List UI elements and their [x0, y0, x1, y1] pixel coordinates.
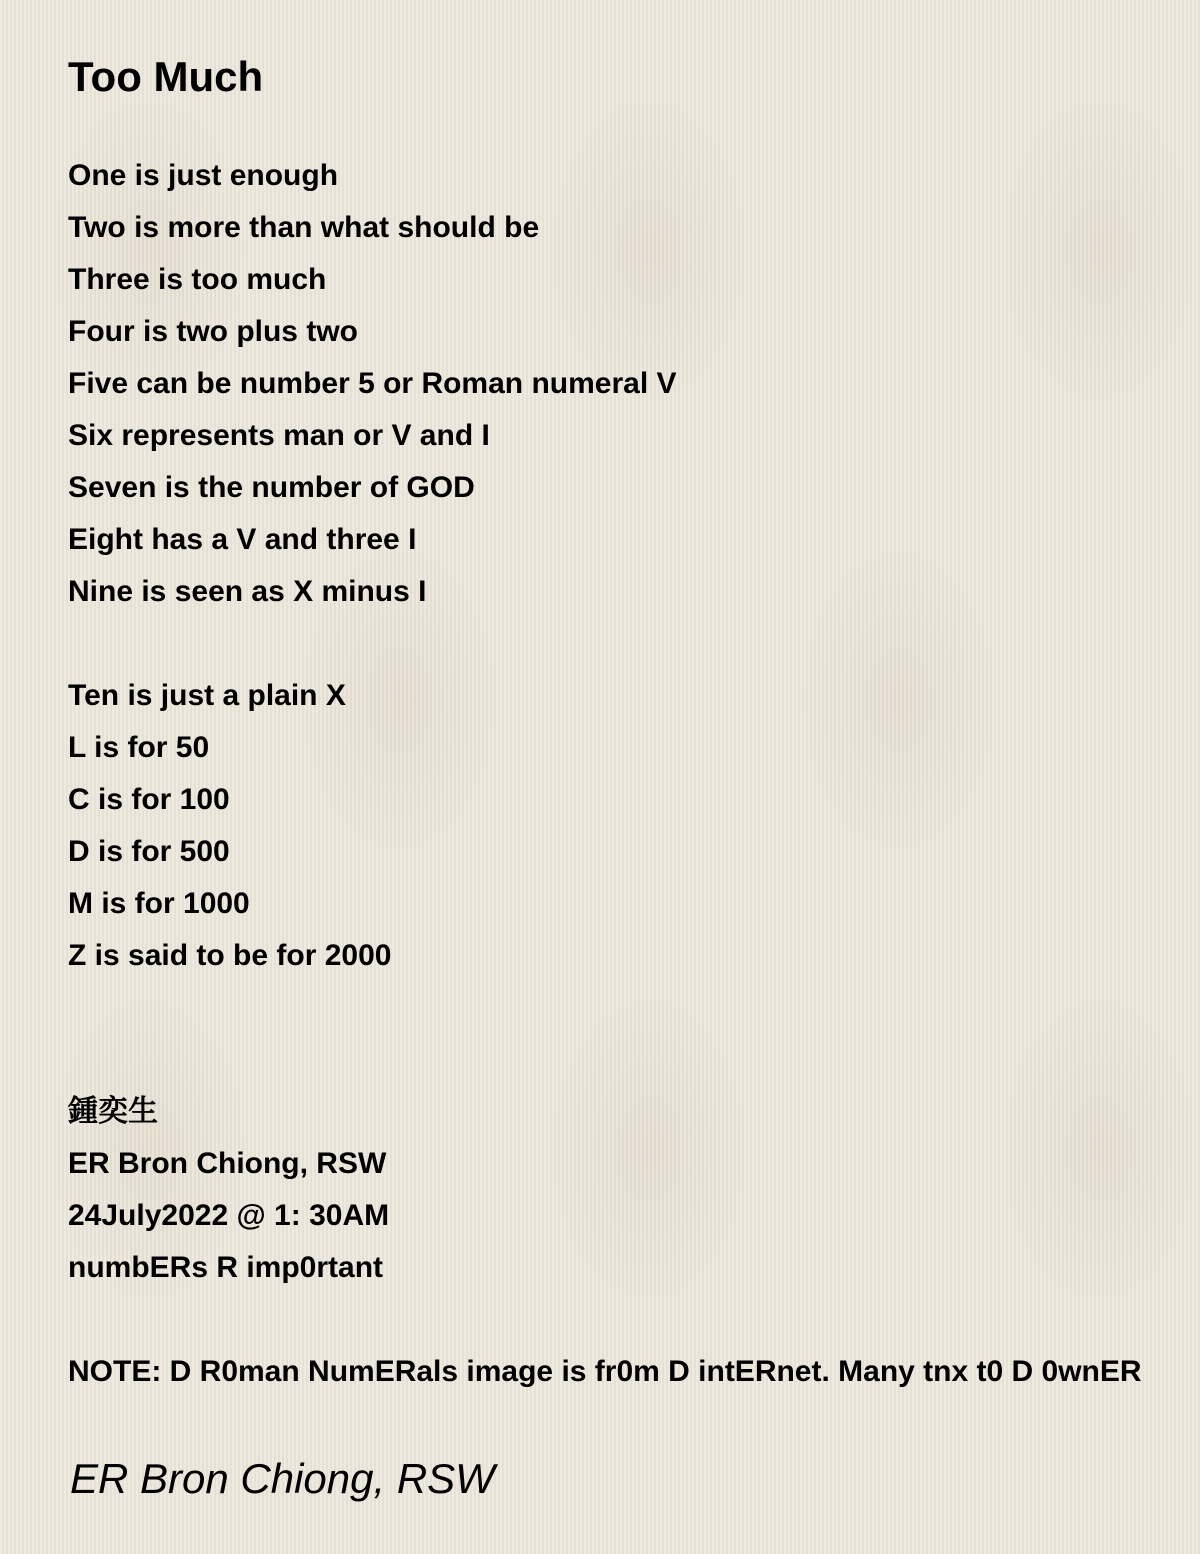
poem-line-author: ER Bron Chiong, RSW — [68, 1147, 387, 1180]
poem-line: Four is two plus two — [68, 315, 358, 348]
poem-line-chinese-name: 鍾奕生 — [68, 1094, 158, 1129]
poem-line: Ten is just a plain X — [68, 679, 346, 712]
poem-body — [68, 150, 1200, 1398]
poem-line: Z is said to be for 2000 — [68, 939, 392, 972]
poem-line: Five can be number 5 or Roman numeral V — [68, 367, 677, 400]
poem-line: L is for 50 — [68, 731, 210, 764]
poem-title: Too Much — [68, 53, 264, 100]
poem-line: Three is too much — [68, 263, 327, 296]
poem-line: Seven is the number of GOD — [68, 471, 475, 504]
stanza-break — [68, 1294, 1200, 1346]
poem-line: One is just enough — [68, 159, 339, 192]
poem-line: numbERs R imp0rtant — [68, 1251, 384, 1284]
poem-line: Nine is seen as X minus I — [68, 575, 427, 608]
stanza-break — [68, 982, 1200, 1034]
poem-line: C is for 100 — [68, 783, 230, 816]
poem-line: Two is more than what should be — [68, 211, 540, 244]
stanza-break — [68, 1034, 1200, 1086]
poem-line: D is for 500 — [68, 835, 230, 868]
poem-line: Six represents man or V and I — [68, 419, 490, 452]
author-signature: ER Bron Chiong, RSW — [70, 1455, 495, 1502]
poem-line: M is for 1000 — [68, 887, 250, 920]
stanza-break — [68, 618, 1200, 670]
poem-line-date: 24July2022 @ 1: 30AM — [68, 1199, 390, 1232]
poem-line: Eight has a V and three I — [68, 523, 417, 556]
poem-note: NOTE: D R0man NumERals image is fr0m D intERnet. Many tnx t0 D 0wnER — [68, 1355, 1142, 1388]
